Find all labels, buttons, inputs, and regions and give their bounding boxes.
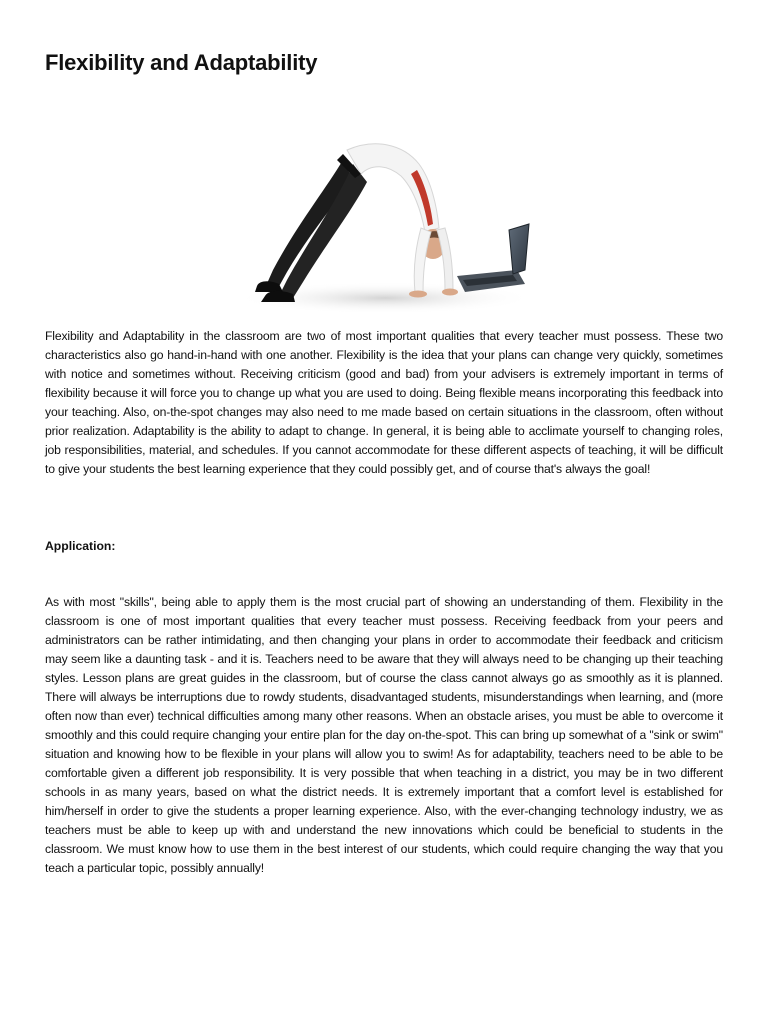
figure-illustration: [225, 120, 545, 320]
man-bent-backward-with-laptop-icon: [225, 120, 545, 320]
intro-paragraph: Flexibility and Adaptability in the classroom are two of most important qualities that every teacher must possess. These two characteristics also go hand-in-hand with one another. Flexibility is the idea that your plans can change very quickly, sometimes with notice and sometimes without. Receiving criticism (good and bad) from your advisers is extremely important in terms of flexibility because it will force you to change up what you are used to doing. Being flexible means incorporating this feedback into your teaching. Also, on-the-spot changes may also need to me made based on certain situations in the classroom, often without prior realization. Adaptability is the ability to adapt to change. In general, it is being able to acclimate yourself to changing roles, job responsibilities, material, and schedules. If you cannot accommodate for these different aspects of teaching, it will be difficult to give your students the best learning experience that they could possibly get, and of course that's always the goal!: [45, 329, 723, 476]
application-heading: Application:: [45, 539, 116, 553]
application-paragraph: As with most "skills", being able to apply them is the most crucial part of showing an understanding of them. Flexibility in the classroom is one of most important qualities that every teacher must possess. Receiving feedback from your peers and administrators can be rather intimidating, and then changing your plans in order to accommodate their feedback and criticism may seem like a daunting task - and it is. Teachers need to be aware that they will always need to be changing up their teaching styles. Lesson plans are great guides in the classroom, but of course the class cannot always go as smoothly as it is planned. There will always be interruptions due to rowdy students, disadvantaged students, misunderstandings when learning, and (more often now than ever) technical difficulties among many other reasons. When an obstacle arises, you must be able to overcome it smoothly and this could require changing your entire plan for the day on-the-spot. This can bring up somewhat of a "sink or swim" situation and knowing how to be flexible in your plans will allow you to swim! As for adaptability, teachers need to be able to be comfortable given a different job responsibility. It is very possible that when teaching in a district, you may be in two different schools in as many years, based on what the district needs. It is extremely important that a comfort level is established for him/herself in order to give the students a proper learning experience. Also, with the ever-changing technology industry, we as teachers must be able to keep up with and understand the new innovations which could be beneficial to students in the classroom. We must know how to use them in the best interest of our students, which could require changing the way that you teach a particular topic, possibly annually!: [45, 595, 723, 875]
page-title: Flexibility and Adaptability: [45, 50, 318, 75]
